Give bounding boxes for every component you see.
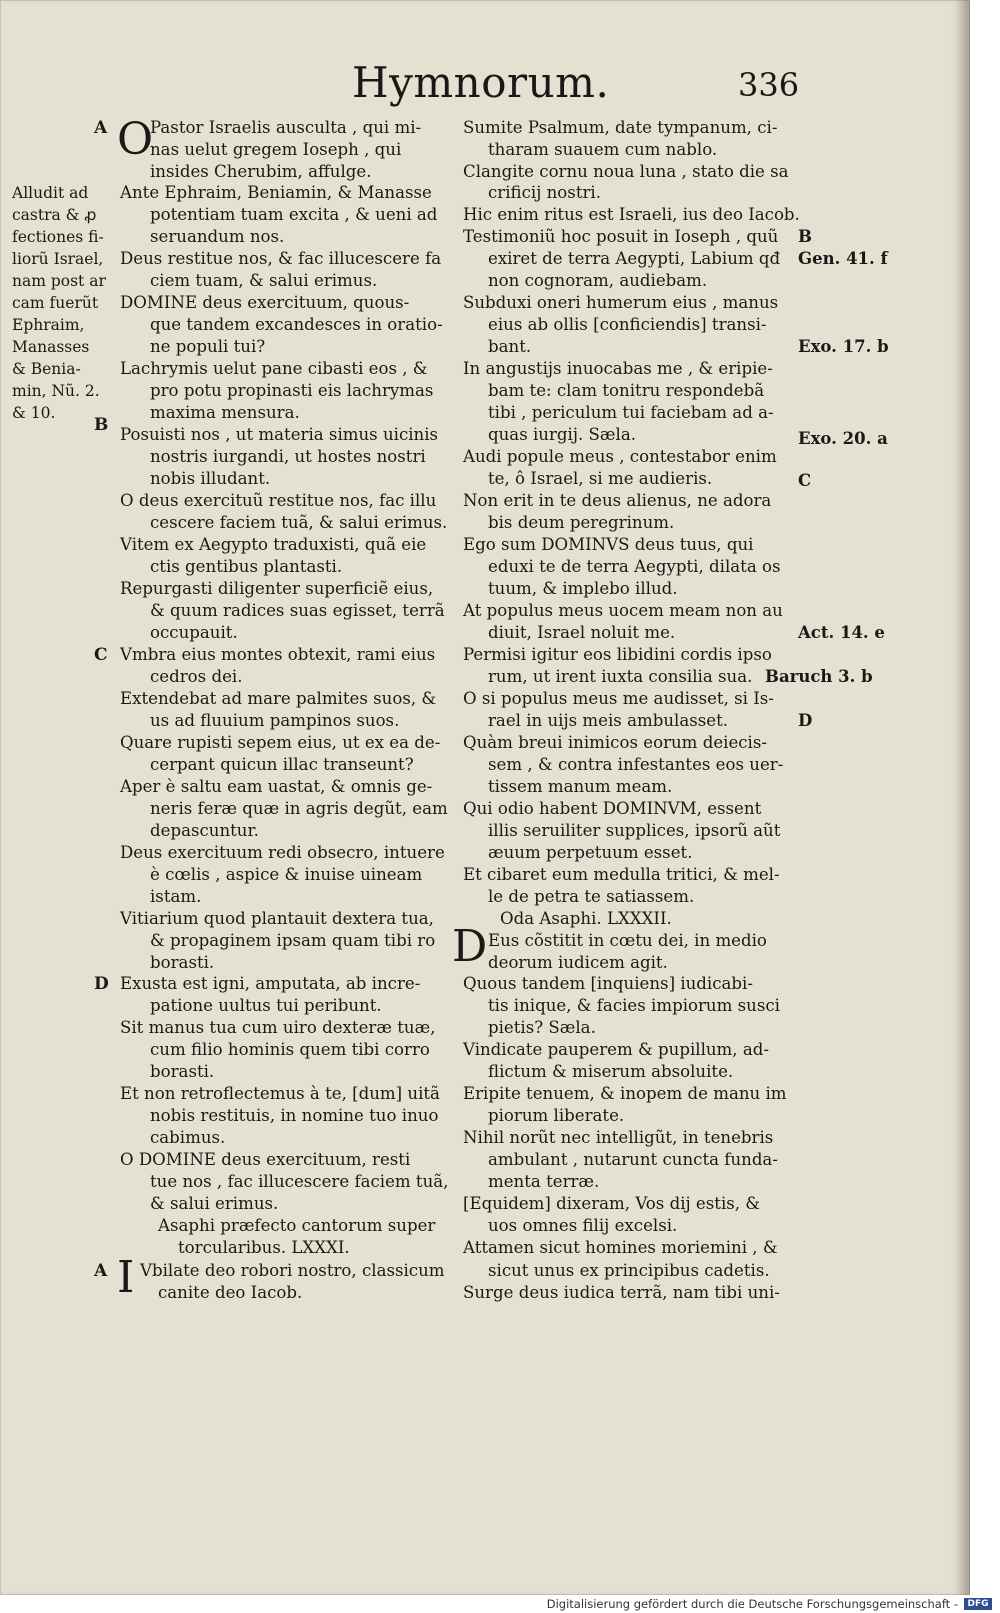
text-line: Et non retroflectemus à te, [dum] uitã — [120, 1084, 440, 1103]
text-line: nobis illudant. — [150, 469, 271, 488]
text-line: Audi popule meus , contestabor enim — [463, 447, 777, 466]
text-line: cabimus. — [150, 1128, 226, 1147]
text-line: O DOMINE deus exercituum, resti — [120, 1150, 411, 1169]
text-line: Vitem ex Aegypto traduxisti, quã eie — [120, 535, 427, 554]
cross-reference: Exo. 20. a — [798, 429, 888, 448]
margin-note-line: Manasses — [12, 338, 90, 356]
text-line: tissem manum meam. — [488, 777, 673, 796]
text-line: O si populus meus me audisset, si Is- — [463, 689, 774, 708]
text-line: bis deum peregrinum. — [488, 513, 675, 532]
text-line: rael in uijs meis ambulasset. — [488, 711, 729, 730]
text-line: Attamen sicut homines moriemini , & — [463, 1238, 778, 1257]
text-line: & propaginem ipsam quam tibi ro — [150, 931, 436, 950]
section-letter-b: B — [94, 415, 109, 435]
running-title: Hymnorum. — [352, 58, 610, 107]
text-line: te, ô Israel, si me audieris. — [488, 469, 713, 488]
text-line: Extendebat ad mare palmites suos, & — [120, 689, 437, 708]
text-line: sem , & contra infestantes eos uer- — [488, 755, 784, 774]
text-line: maxima mensura. — [150, 403, 300, 422]
text-line: Sumite Psalmum, date tympanum, ci- — [463, 118, 778, 137]
text-line: quas iurgij. Sæla. — [488, 425, 636, 444]
section-letter-c: C — [94, 645, 108, 665]
text-line: Qui odio habent DOMINVM, essent — [463, 799, 762, 818]
text-line: us ad fluuium pampinos suos. — [150, 711, 400, 730]
margin-note-line: liorũ Israel, — [12, 250, 104, 268]
drop-cap-d: D — [452, 921, 488, 972]
section-letter-c-right: C — [798, 471, 812, 490]
text-line: Subduxi oneri humerum eius , manus — [463, 293, 779, 312]
text-line: patione uultus tui peribunt. — [150, 996, 382, 1015]
text-line: piorum liberate. — [488, 1106, 625, 1125]
text-line: Ego sum DOMINVS deus tuus, qui — [463, 535, 754, 554]
text-line: que tandem excandesces in oratio- — [150, 315, 443, 334]
text-line: Vitiarium quod plantauit dextera tua, — [120, 909, 434, 928]
text-line: nas uelut gregem Ioseph , qui — [150, 140, 402, 159]
digitization-credit: Digitalisierung gefördert durch die Deutsche Forschungsgemeinschaft - — [546, 1597, 958, 1611]
text-line: Vmbra eius montes obtexit, rami eius — [120, 645, 436, 664]
text-line: Eus cõstitit in cœtu dei, in medio — [488, 931, 767, 950]
text-line: cedros dei. — [150, 667, 243, 686]
text-line: tharam suauem cum nablo. — [488, 140, 718, 159]
text-line: uos omnes filij excelsi. — [488, 1216, 678, 1235]
text-line: eduxi te de terra Aegypti, dilata os — [488, 557, 781, 576]
text-line: Posuisti nos , ut materia simus uicinis — [120, 425, 439, 444]
drop-cap-o: O — [117, 114, 154, 165]
text-line: menta terræ. — [488, 1172, 600, 1191]
text-line: Exusta est igni, amputata, ab incre- — [120, 974, 421, 993]
text-line: Non erit in te deus alienus, ne adora — [463, 491, 772, 510]
text-line: & salui erimus. — [150, 1194, 279, 1213]
text-line: Deus exercituum redi obsecro, intuere — [120, 843, 445, 862]
text-line: Sit manus tua cum uiro dexteræ tuæ, — [120, 1018, 436, 1037]
section-letter-a-second: A — [94, 1261, 108, 1281]
text-line: diuit, Israel noluit me. — [488, 623, 676, 642]
text-line: Nihil norũt nec intelligũt, in tenebris — [463, 1128, 774, 1147]
cross-reference: Act. 14. e — [798, 623, 885, 642]
text-line: cerpant quicun illac transeunt? — [150, 755, 414, 774]
text-line: insides Cherubim, affulge. — [150, 162, 372, 181]
text-line: Deus restitue nos, & fac illucescere fa — [120, 249, 442, 268]
text-line: le de petra te satiassem. — [488, 887, 695, 906]
text-line: ne populi tui? — [150, 337, 266, 356]
text-line: Ante Ephraim, Beniamin, & Manasse — [120, 183, 432, 202]
text-line: Lachrymis uelut pane cibasti eos , & — [120, 359, 428, 378]
text-line: cescere faciem tuã, & salui erimus. — [150, 513, 448, 532]
text-line: Vindicate pauperem & pupillum, ad- — [463, 1040, 769, 1059]
text-line: pro potu propinasti eis lachrymas — [150, 381, 434, 400]
text-line: Quàm breui inimicos eorum deiecis- — [463, 733, 767, 752]
text-line: borasti. — [150, 953, 215, 972]
text-line: bant. — [488, 337, 532, 356]
text-line: ctis gentibus plantasti. — [150, 557, 343, 576]
text-line: Eripite tenuem, & inopem de manu im — [463, 1084, 787, 1103]
dfg-logo-icon: DFG — [964, 1598, 992, 1610]
text-line: bam te: clam tonitru respondebã — [488, 381, 765, 400]
text-line: tuum, & implebo illud. — [488, 579, 678, 598]
text-line: seruandum nos. — [150, 227, 285, 246]
text-line: flictum & miserum absoluite. — [488, 1062, 734, 1081]
cross-reference: Baruch 3. b — [765, 667, 873, 686]
text-line: Aper è saltu eam uastat, & omnis ge- — [120, 777, 433, 796]
text-line: æuum perpetuum esset. — [488, 843, 693, 862]
psalm-heading: Oda Asaphi. LXXXII. — [500, 909, 672, 928]
text-line: Vbilate deo robori nostro, classicum — [140, 1261, 445, 1280]
section-letter-a: A — [94, 118, 108, 138]
text-line: ambulant , nutarunt cuncta funda- — [488, 1150, 778, 1169]
text-line: tue nos , fac illucescere faciem tuã, — [150, 1172, 449, 1191]
text-line: non cognoram, audiebam. — [488, 271, 708, 290]
cross-reference: Exo. 17. b — [798, 337, 889, 356]
margin-note-line: & Benia- — [12, 360, 81, 378]
text-line: canite deo Iacob. — [158, 1283, 303, 1302]
text-line: cum filio hominis quem tibi corro — [150, 1040, 430, 1059]
psalm-heading: Asaphi præfecto cantorum super — [158, 1216, 436, 1235]
text-line: rum, ut irent iuxta consilia sua. — [488, 667, 753, 686]
section-letter-b-right: B — [798, 227, 812, 246]
text-line: [Equidem] dixeram, Vos dij estis, & — [463, 1194, 761, 1213]
text-line: istam. — [150, 887, 202, 906]
text-line: pietis? Sæla. — [488, 1018, 596, 1037]
margin-note-line: cam fuerũt — [12, 294, 99, 312]
text-line: nostris iurgandi, ut hostes nostri — [150, 447, 426, 466]
text-line: nobis restituis, in nomine tuo inuo — [150, 1106, 439, 1125]
text-line: O deus exercituũ restitue nos, fac illu — [120, 491, 437, 510]
text-line: Surge deus iudica terrã, nam tibi uni- — [463, 1283, 780, 1302]
margin-note-line: castra & ꝓ — [12, 206, 97, 224]
text-line: Hic enim ritus est Israeli, ius deo Iacob. — [463, 205, 800, 224]
page-number: 336 — [738, 66, 800, 104]
text-line: DOMINE deus exercituum, quous- — [120, 293, 410, 312]
text-line: occupauit. — [150, 623, 238, 642]
text-line: Pastor Israelis ausculta , qui mi- — [150, 118, 422, 137]
margin-note-line: min, Nũ. 2. — [12, 382, 100, 400]
drop-cap-i: I — [117, 1252, 135, 1303]
text-line: borasti. — [150, 1062, 215, 1081]
text-line: In angustijs inuocabas me , & eripie- — [463, 359, 773, 378]
text-line: deorum iudicem agit. — [488, 953, 668, 972]
text-line: & quum radices suas egisset, terrã — [150, 601, 445, 620]
text-line: Repurgasti diligenter superficiẽ eius, — [120, 579, 434, 598]
margin-note-line: & 10. — [12, 404, 56, 422]
section-letter-d: D — [94, 974, 109, 994]
margin-note-line: fectiones fi- — [12, 228, 104, 246]
text-line: tis inique, & facies impiorum susci — [488, 996, 780, 1015]
margin-note-line: Ephraim, — [12, 316, 85, 334]
margin-note-line: Alludit ad — [12, 184, 89, 202]
text-line: Quare rupisti sepem eius, ut ex ea de- — [120, 733, 441, 752]
margin-note-line: nam post ar — [12, 272, 106, 290]
text-line: Quous tandem [inquiens] iudicabi- — [463, 974, 753, 993]
section-letter-d-right: D — [798, 711, 813, 730]
text-line: è cœlis , aspice & inuise uineam — [150, 865, 423, 884]
text-line: potentiam tuam excita , & ueni ad — [150, 205, 438, 224]
text-line: ciem tuam, & salui erimus. — [150, 271, 378, 290]
text-line: eius ab ollis [conficiendis] transi- — [488, 315, 767, 334]
cross-reference: Gen. 41. f — [798, 249, 888, 268]
text-line: depascuntur. — [150, 821, 259, 840]
page-header — [0, 54, 970, 114]
text-line: Et cibaret eum medulla tritici, & mel- — [463, 865, 780, 884]
text-line: exiret de terra Aegypti, Labium qđ — [488, 249, 781, 268]
text-line: Clangite cornu noua luna , stato die sa — [463, 162, 789, 181]
text-line: Testimoniũ hoc posuit in Ioseph , quũ — [463, 227, 779, 246]
text-line: sicut unus ex principibus cadetis. — [488, 1261, 770, 1280]
text-line: Permisi igitur eos libidini cordis ipso — [463, 645, 772, 664]
text-line: crificij nostri. — [488, 183, 601, 202]
text-line: At populus meus uocem meam non au — [463, 601, 783, 620]
text-line: neris feræ quæ in agris degũt, eam — [150, 799, 448, 818]
text-line: tibi , periculum tui faciebam ad a- — [488, 403, 774, 422]
text-line: illis seruiliter supplices, ipsorũ aũt — [488, 821, 781, 840]
psalm-heading-number: torcularibus. LXXXI. — [178, 1238, 350, 1257]
